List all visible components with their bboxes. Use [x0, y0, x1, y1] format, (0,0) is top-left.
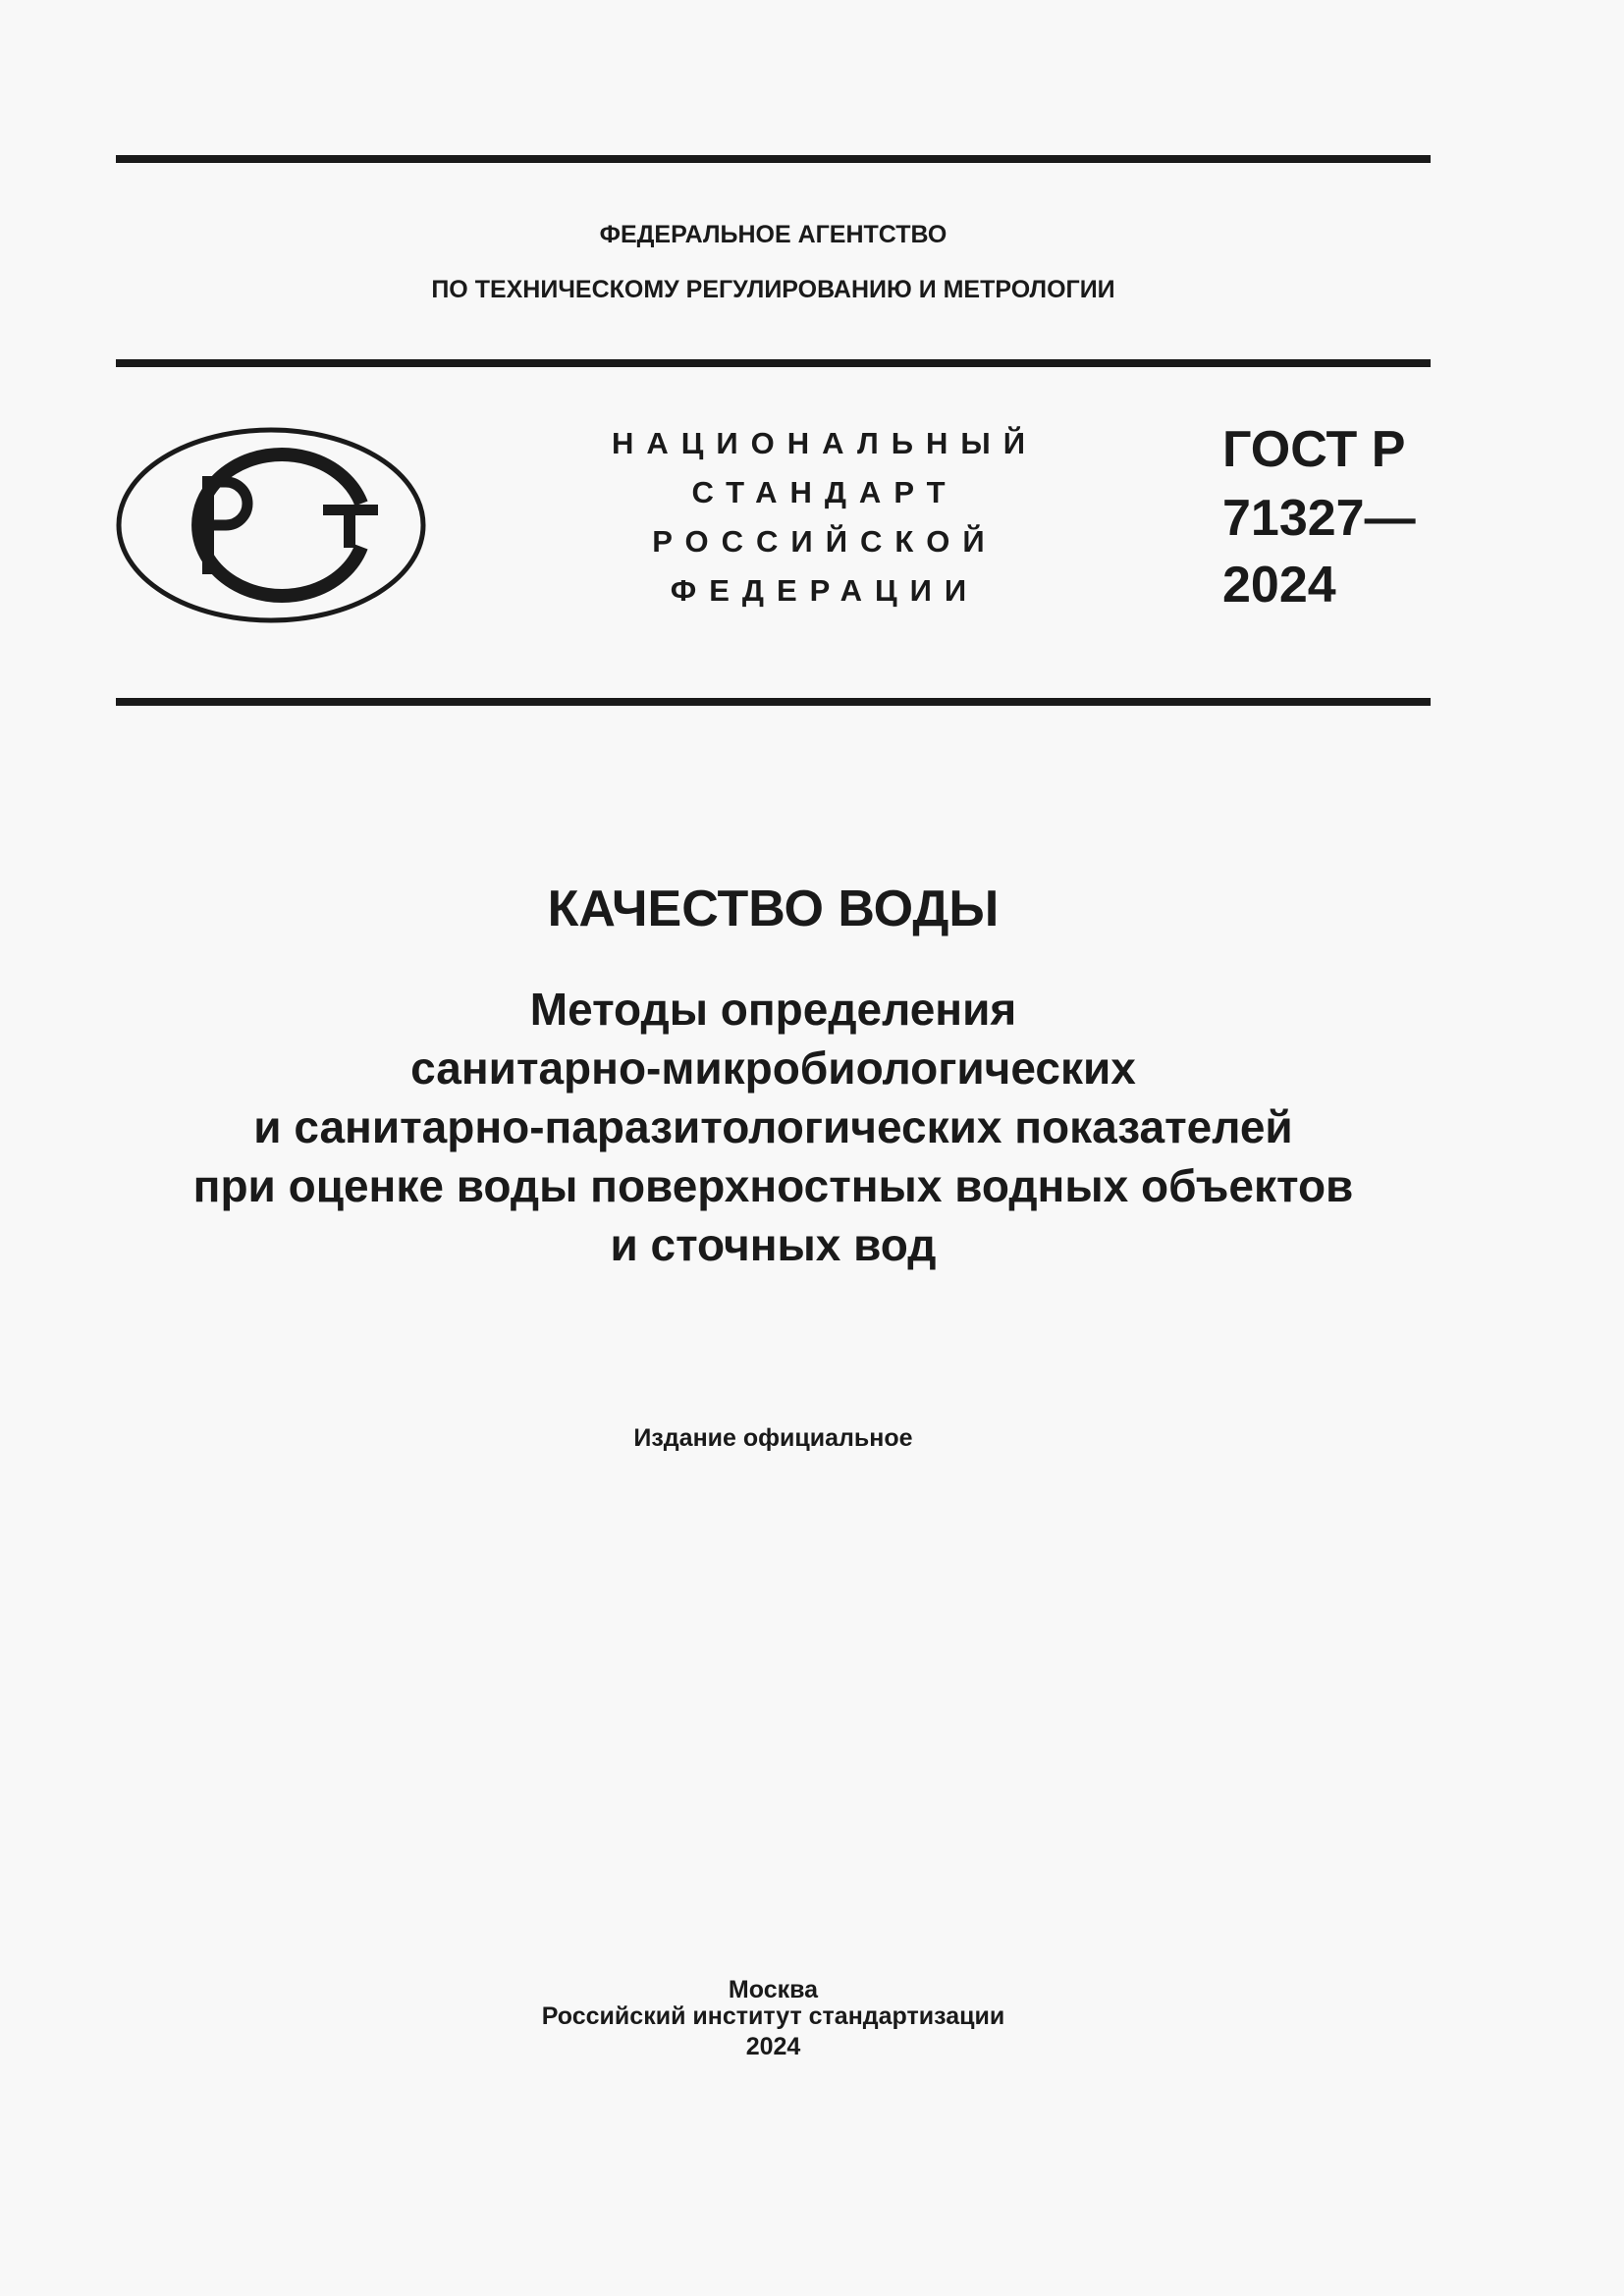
rst-certification-mark-icon [116, 427, 426, 628]
subtitle-line-1: Методы определения [529, 984, 1017, 1035]
national-line-3: РОССИЙСКОЙ [652, 524, 998, 559]
footer-publisher: Российский институт стандартизации [541, 2002, 1005, 2030]
standard-block-rule [116, 698, 1431, 706]
footer-city: Москва [728, 1976, 819, 2003]
subtitle-line-5: и сточных вод [610, 1219, 937, 1270]
top-rule [116, 155, 1431, 163]
subtitle-line-4: при оценке воды поверхностных водных объектов [192, 1160, 1354, 1211]
national-line-4: ФЕДЕРАЦИИ [670, 573, 980, 608]
national-line-2: СТАНДАРТ [691, 475, 958, 509]
document-title: КАЧЕСТВО ВОДЫ [547, 881, 1000, 937]
subtitle-line-2: санитарно-микробиологических [410, 1042, 1136, 1094]
agency-line-1: ФЕДЕРАЛЬНОЕ АГЕНТСТВО [599, 221, 947, 248]
header-rule [116, 359, 1431, 367]
national-line-1: НАЦИОНАЛЬНЫЙ [611, 426, 1039, 460]
gost-designation-line-3: 2024 [1222, 557, 1336, 614]
subtitle-line-3: и санитарно-паразитологических показателей [253, 1101, 1293, 1152]
agency-line-2: ПО ТЕХНИЧЕСКОМУ РЕГУЛИРОВАНИЮ И МЕТРОЛОГИИ [431, 276, 1115, 303]
gost-designation-line-1: ГОСТ Р [1222, 421, 1406, 478]
edition-label: Издание официальное [633, 1424, 913, 1452]
footer-year: 2024 [745, 2033, 801, 2060]
gost-designation-line-2: 71327— [1222, 490, 1416, 547]
